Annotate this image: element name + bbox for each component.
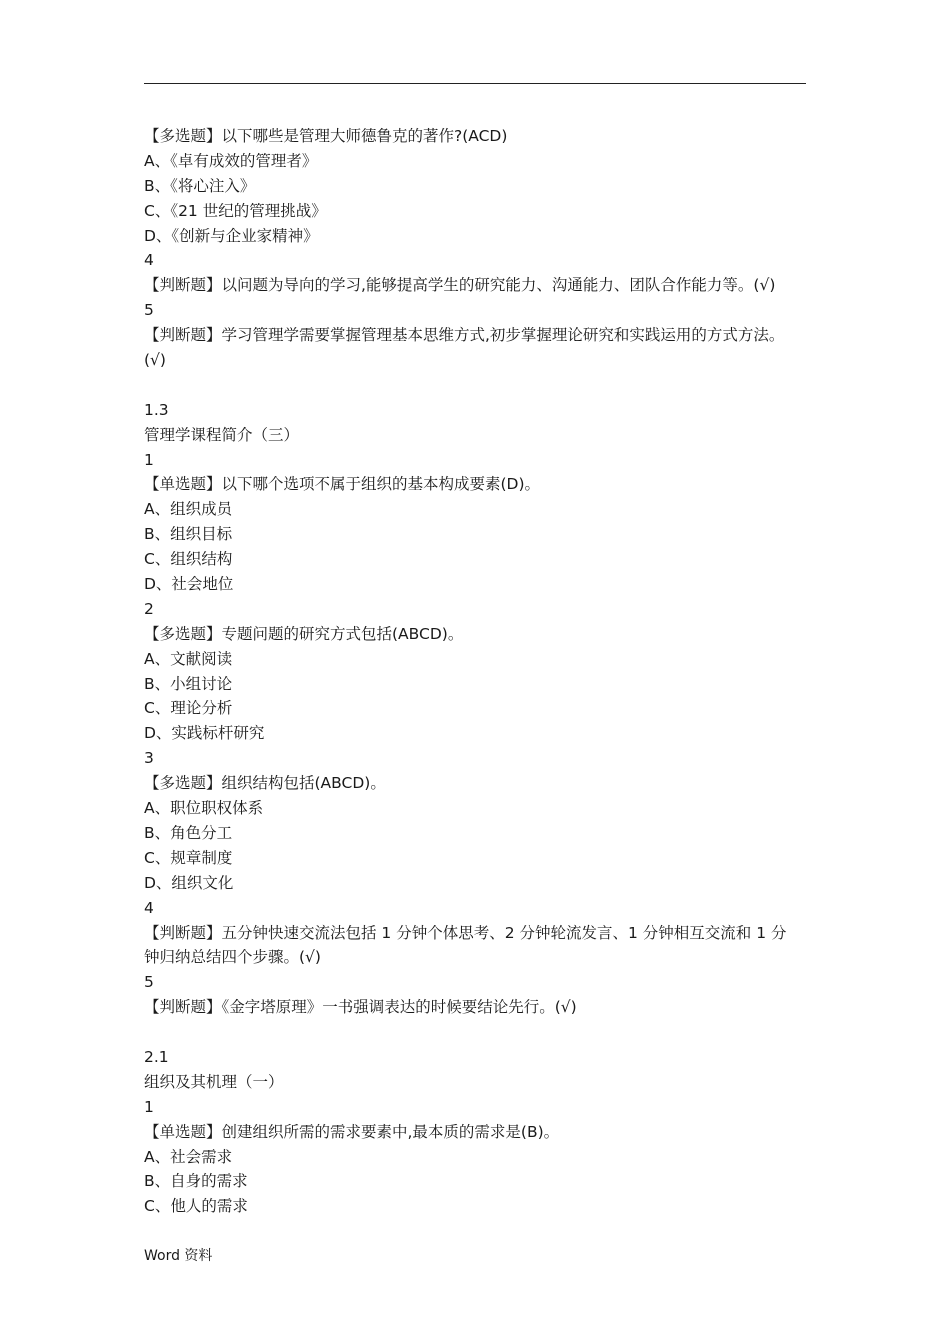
text-line: 【多选题】专题问题的研究方式包括(ABCD)。	[144, 624, 464, 643]
text-line: 【判断题】《金字塔原理》一书强调表达的时候要结论先行。(√)	[144, 998, 577, 1017]
text-line: B、小组讨论	[144, 674, 233, 693]
text-line: D、《创新与企业家精神》	[144, 226, 319, 245]
text-line: A、组织成员	[144, 500, 233, 519]
text-line: C、组织结构	[144, 550, 233, 569]
text-line: 3	[144, 749, 154, 768]
text-line: D、组织文化	[144, 873, 234, 892]
text-line: A、社会需求	[144, 1147, 233, 1166]
text-line: 4	[144, 898, 154, 917]
text-line: 5	[144, 301, 154, 320]
text-line: 【多选题】以下哪些是管理大师德鲁克的著作?(ACD)	[144, 127, 508, 145]
text-line: A、《卓有成效的管理者》	[144, 151, 318, 170]
text-line: B、组织目标	[144, 525, 233, 544]
text-line: 1.3	[144, 400, 169, 419]
text-line: B、角色分工	[144, 823, 233, 842]
text-line: 组织及其机理（一）	[144, 1072, 284, 1091]
text-line: 【单选题】以下哪个选项不属于组织的基本构成要素(D)。	[144, 475, 541, 494]
text-line: 【判断题】学习管理学需要掌握管理基本思维方式,初步掌握理论研究和实践运用的方式方法。	[144, 326, 785, 345]
text-line: 4	[144, 251, 154, 270]
document-body	[144, 124, 812, 1219]
text-line: 1	[144, 450, 154, 469]
blank-line	[144, 1020, 812, 1045]
text-line: 2	[144, 599, 154, 618]
text-line: A、职位职权体系	[144, 799, 264, 818]
text-line: (√)	[144, 351, 166, 370]
text-line: C、规章制度	[144, 848, 233, 867]
text-line: 【单选题】创建组织所需的需求要素中,最本质的需求是(B)。	[144, 1122, 560, 1141]
text-line: C、他人的需求	[144, 1197, 248, 1216]
header-rule	[144, 83, 806, 84]
text-line: D、实践标杆研究	[144, 724, 265, 743]
text-line: 钟归纳总结四个步骤。(√)	[144, 948, 321, 967]
text-line: A、文献阅读	[144, 649, 233, 668]
text-line: 5	[144, 973, 154, 992]
text-line: D、社会地位	[144, 575, 234, 594]
text-line: C、理论分析	[144, 699, 233, 718]
text-line: C、《21 世纪的管理挑战》	[144, 201, 327, 220]
page-footer: Word 资料	[144, 1248, 213, 1264]
blank-line	[144, 373, 812, 398]
text-line: 【判断题】五分钟快速交流法包括 1 分钟个体思考、2 分钟轮流发言、1 分钟相互交流和 1 分	[144, 923, 787, 942]
text-line: 【判断题】以问题为导向的学习,能够提高学生的研究能力、沟通能力、团队合作能力等。(√)	[144, 276, 776, 295]
text-line: 【多选题】组织结构包括(ABCD)。	[144, 774, 386, 793]
text-line: 1	[144, 1097, 154, 1116]
text-line: 2.1	[144, 1047, 169, 1066]
text-line: 管理学课程简介（三）	[144, 425, 300, 444]
text-line: B、自身的需求	[144, 1172, 248, 1191]
text-line: B、《将心注入》	[144, 176, 256, 195]
